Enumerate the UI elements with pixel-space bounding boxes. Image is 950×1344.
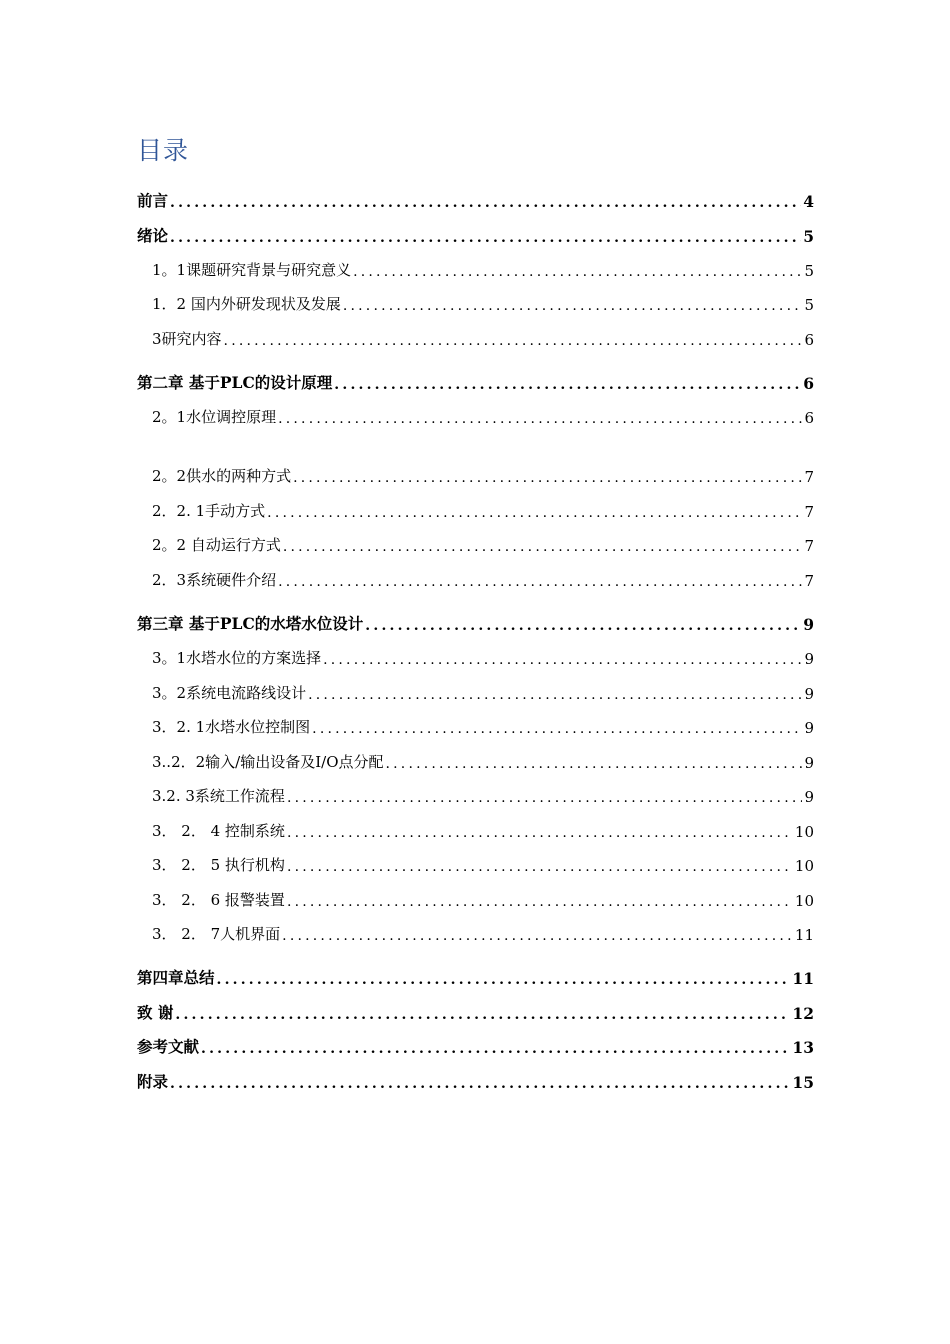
toc-entry-label: 3． 2． 7人机界面 — [152, 925, 281, 943]
toc-entry-label: 3..2．2输入/输出设备及I/O点分配 — [152, 753, 384, 771]
toc-entry[interactable] — [137, 1033, 814, 1057]
toc-entry-page-number: 9 — [804, 685, 814, 703]
toc-entry[interactable] — [152, 920, 814, 944]
toc-leader-dots — [365, 618, 801, 634]
toc-entry[interactable] — [137, 222, 814, 246]
toc-entry[interactable] — [152, 886, 814, 910]
toc-entry[interactable] — [152, 290, 814, 314]
toc-leader-dots — [267, 505, 802, 521]
toc-leader-dots — [201, 1041, 790, 1057]
toc-entry-label: 绪论 — [137, 226, 169, 245]
toc-entry-page-number: 5 — [804, 262, 814, 280]
toc-entry-label: 3． 2． 6 报警装置 — [152, 891, 285, 909]
toc-entry[interactable] — [152, 325, 814, 349]
toc-entry-label: 3． 2． 4 控制系统 — [152, 822, 285, 840]
toc-entry-page-number: 10 — [794, 823, 814, 841]
toc-title: 目录 — [137, 136, 190, 165]
toc-entry-page-number: 9 — [804, 788, 814, 806]
toc-leader-dots — [343, 298, 803, 314]
toc-entry[interactable] — [152, 644, 814, 668]
toc-entry[interactable] — [152, 782, 814, 806]
toc-entry-page-number: 9 — [804, 650, 814, 668]
toc-leader-dots — [175, 1007, 790, 1023]
toc-leader-dots — [293, 470, 802, 486]
toc-entry-page-number: 10 — [794, 892, 814, 910]
toc-entry-page-number: 4 — [803, 192, 814, 211]
toc-entry[interactable] — [152, 748, 814, 772]
toc-entry-page-number: 11 — [794, 926, 814, 944]
toc-entry-page-number: 7 — [804, 503, 814, 521]
toc-leader-dots — [278, 411, 802, 427]
toc-entry-page-number: 6 — [803, 374, 814, 393]
toc-entry-label: 3。2系统电流路线设计 — [152, 684, 307, 702]
toc-leader-dots — [386, 756, 803, 772]
toc-entry[interactable] — [152, 566, 814, 590]
toc-leader-dots — [224, 333, 803, 349]
toc-leader-dots — [170, 195, 801, 211]
toc-entry[interactable] — [137, 964, 814, 988]
toc-entry-label: 1．2 国内外研发现状及发展 — [152, 295, 341, 313]
toc-entry-label: 第三章 基于PLC的水塔水位设计 — [137, 614, 364, 633]
toc-entry[interactable] — [152, 851, 814, 875]
toc-entry-page-number: 9 — [804, 719, 814, 737]
toc-entry-page-number: 5 — [803, 227, 814, 246]
toc-entry-label: 参考文献 — [137, 1037, 200, 1056]
toc-entry-label: 1。1课题研究背景与研究意义 — [152, 261, 352, 279]
toc-entry[interactable] — [137, 187, 814, 211]
toc-entry-label: 2。2供水的两种方式 — [152, 467, 292, 485]
toc-entry[interactable] — [152, 403, 814, 427]
toc-entry-label: 2．2. 1手动方式 — [152, 502, 266, 520]
toc-entry[interactable] — [152, 817, 814, 841]
toc-entry[interactable] — [137, 610, 814, 634]
toc-leader-dots — [353, 264, 802, 280]
toc-entry-page-number: 10 — [794, 857, 814, 875]
toc-entry-page-number: 7 — [804, 468, 814, 486]
toc-entry-page-number: 9 — [804, 754, 814, 772]
toc-entry[interactable] — [137, 1068, 814, 1092]
toc-entry-label: 2。1水位调控原理 — [152, 408, 277, 426]
toc-entry-page-number: 6 — [804, 409, 814, 427]
toc-leader-dots — [282, 928, 793, 944]
toc-entry-page-number: 7 — [804, 572, 814, 590]
toc-entry-label: 前言 — [137, 191, 169, 210]
toc-entry[interactable] — [152, 679, 814, 703]
toc-entry-label: 致 谢 — [137, 1003, 174, 1022]
toc-leader-dots — [323, 652, 802, 668]
toc-entry[interactable] — [152, 713, 814, 737]
toc-entry[interactable] — [137, 369, 814, 393]
toc-entry[interactable] — [152, 462, 814, 486]
toc-entry-page-number: 5 — [804, 296, 814, 314]
toc-leader-dots — [170, 1076, 790, 1092]
toc-entry-page-number: 11 — [792, 969, 814, 988]
toc-leader-dots — [278, 574, 802, 590]
toc-leader-dots — [287, 790, 803, 806]
toc-leader-dots — [217, 972, 791, 988]
toc-entry[interactable] — [152, 497, 814, 521]
toc-leader-dots — [287, 825, 793, 841]
toc-entry-label: 2．3系统硬件介绍 — [152, 571, 277, 589]
toc-entry-label: 3．2. 1水塔水位控制图 — [152, 718, 311, 736]
toc-entry-label: 2。2 自动运行方式 — [152, 536, 281, 554]
toc-leader-dots — [312, 721, 802, 737]
toc-entry-label: 3． 2． 5 执行机构 — [152, 856, 285, 874]
toc-leader-dots — [283, 539, 803, 555]
toc-leader-dots — [170, 230, 801, 246]
toc-entry-label: 3。1水塔水位的方案选择 — [152, 649, 322, 667]
toc-entry-page-number: 9 — [803, 615, 814, 634]
toc-entry-page-number: 6 — [804, 331, 814, 349]
toc-leader-dots — [287, 894, 793, 910]
toc-entry-page-number: 15 — [792, 1073, 814, 1092]
toc-entry[interactable] — [137, 999, 814, 1023]
toc-entry-page-number: 7 — [804, 537, 814, 555]
toc-leader-dots — [334, 377, 801, 393]
toc-entry[interactable] — [152, 256, 814, 280]
toc-entry-label: 3研究内容 — [152, 330, 222, 348]
toc-entry-page-number: 13 — [792, 1038, 814, 1057]
toc-entry[interactable] — [152, 531, 814, 555]
toc-entry-page-number: 12 — [792, 1004, 814, 1023]
toc-entry-label: 3.2. 3系统工作流程 — [152, 787, 285, 805]
toc-entry-label: 第二章 基于PLC的设计原理 — [137, 373, 333, 392]
toc-leader-dots — [287, 859, 793, 875]
toc-entry-label: 第四章总结 — [137, 968, 215, 987]
toc-leader-dots — [308, 687, 802, 703]
toc-entry-label: 附录 — [137, 1072, 169, 1091]
